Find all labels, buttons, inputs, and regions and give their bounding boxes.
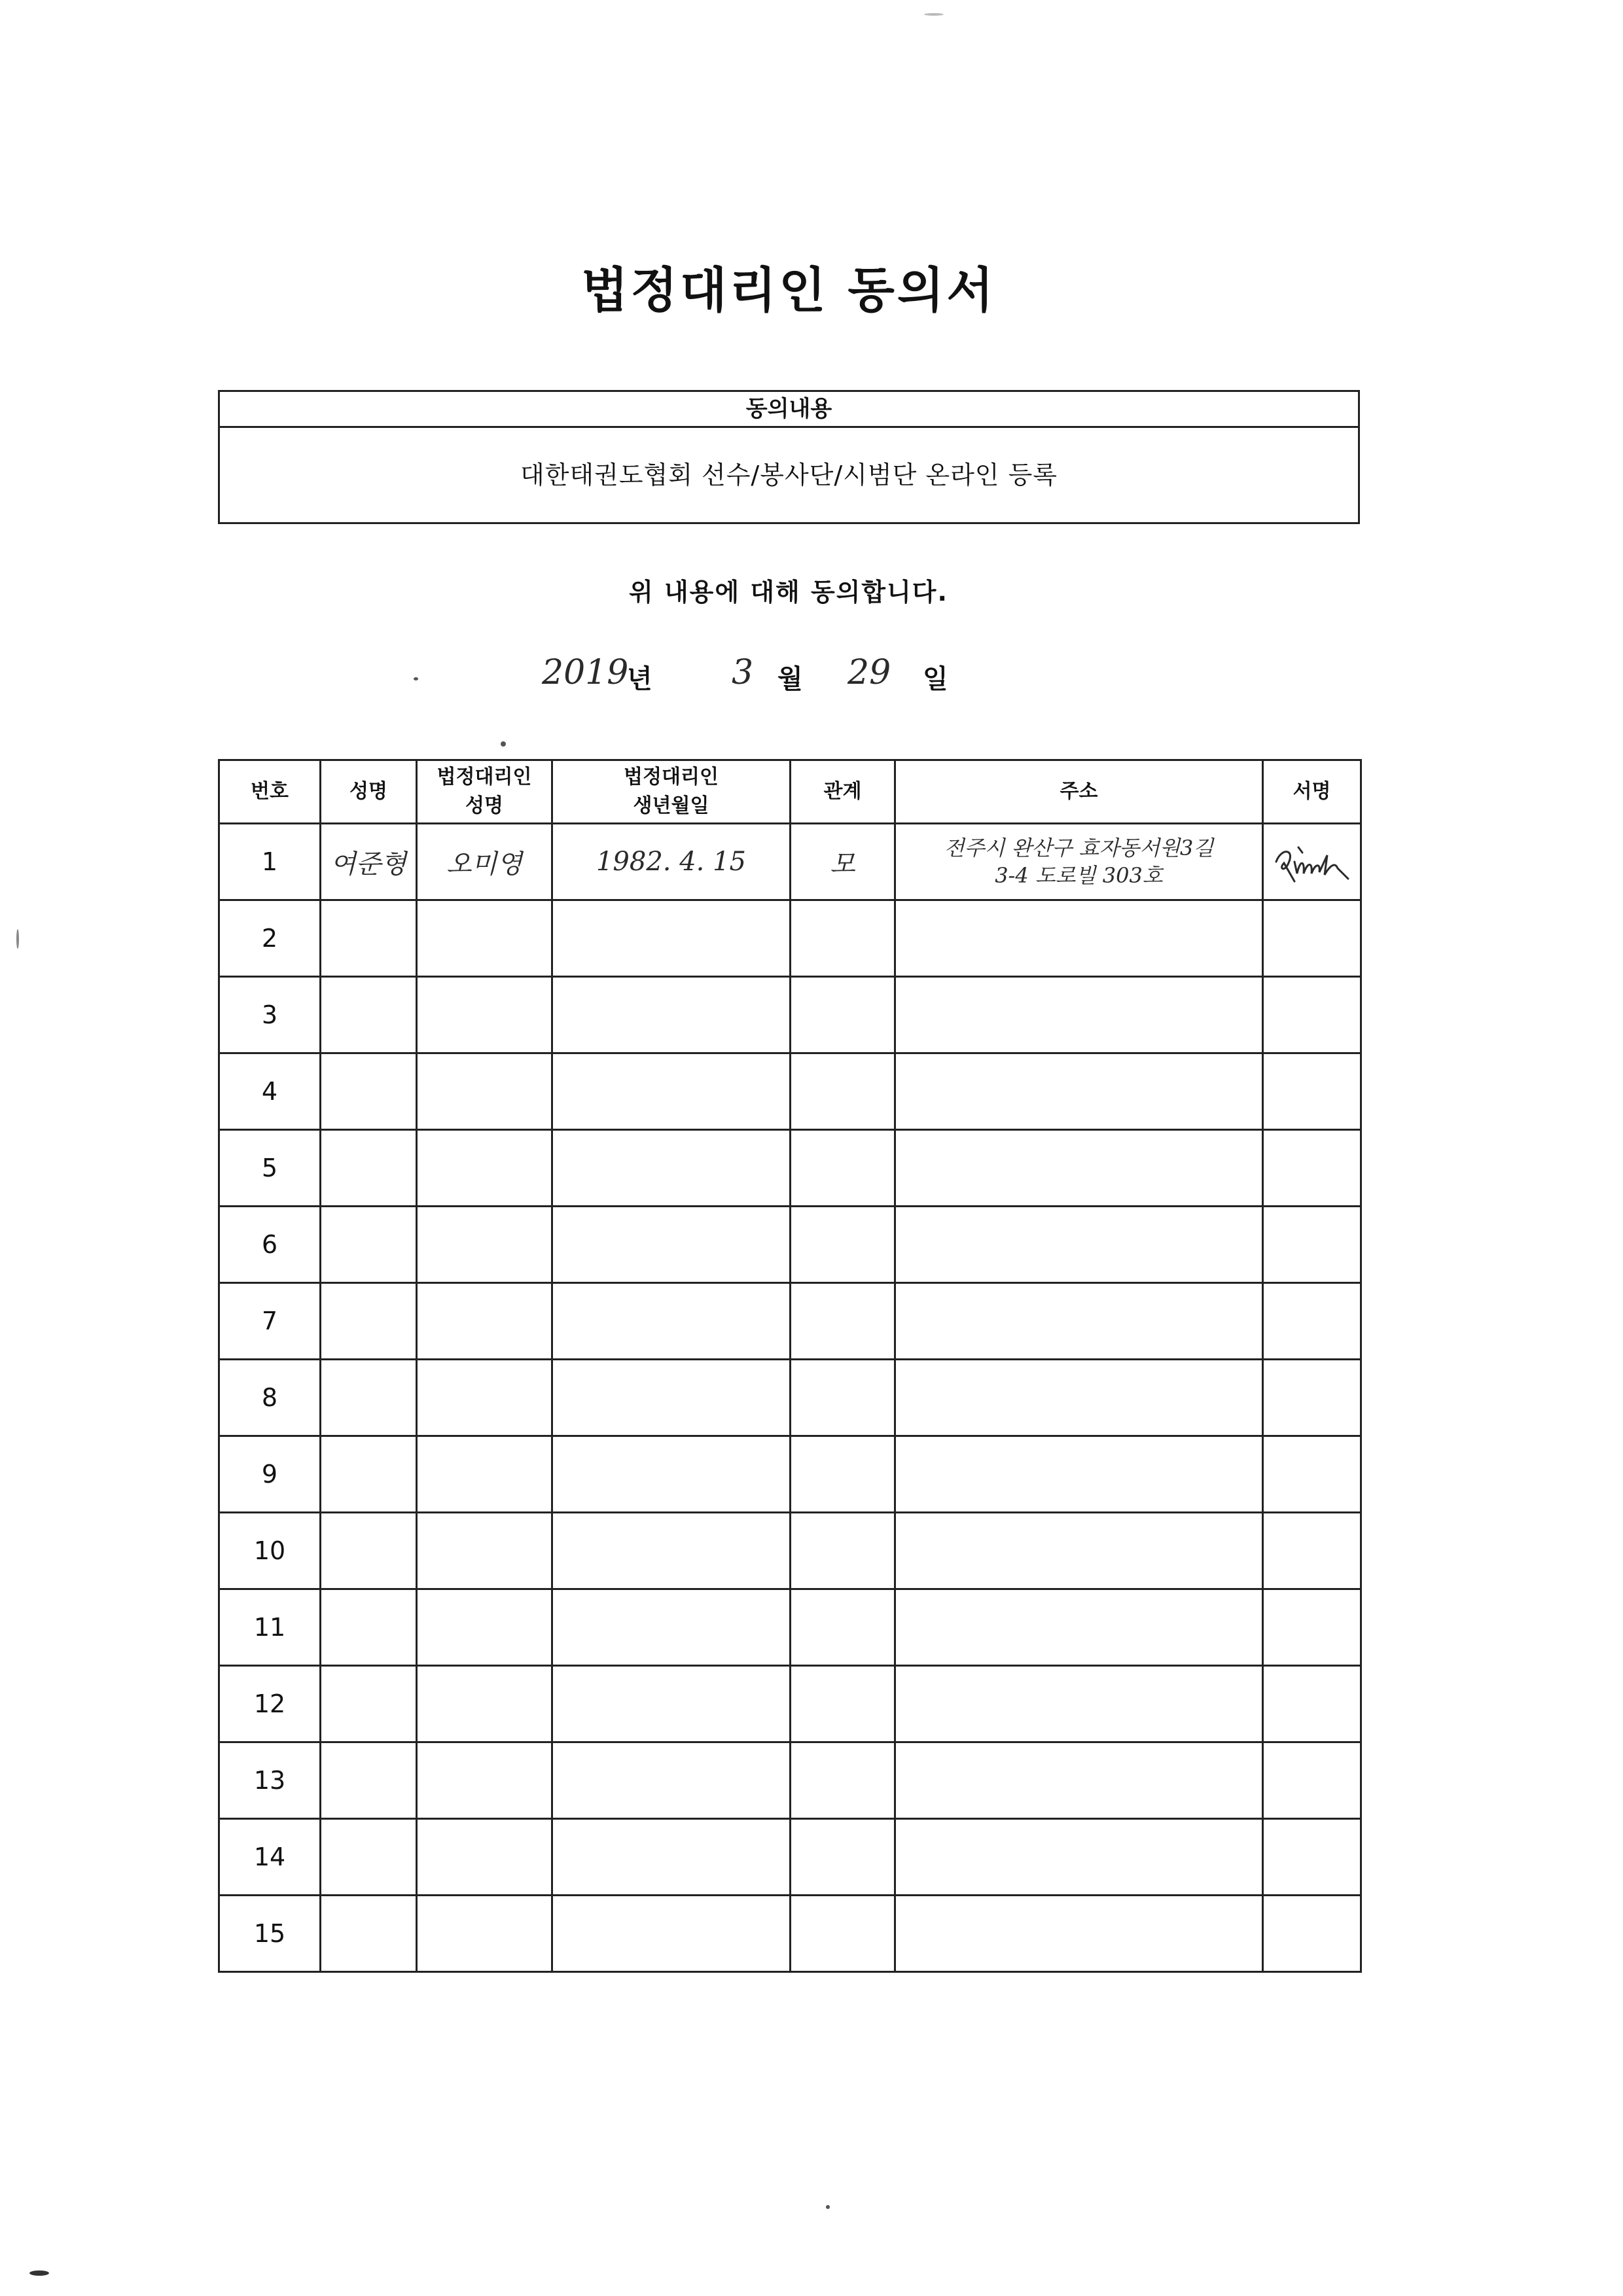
header-guardian-birth [552, 760, 791, 824]
row-relation-value: 모 [830, 849, 855, 879]
row-name [321, 1742, 417, 1819]
row-address [895, 977, 1263, 1053]
table-header-row [219, 760, 1361, 824]
row-guardian-birth [552, 1666, 791, 1742]
table-row [219, 1819, 1361, 1896]
row-guardian-name [417, 1207, 552, 1283]
row-guardian-name [417, 1819, 552, 1896]
row-relation [791, 1513, 895, 1589]
row-guardian-birth [552, 1130, 791, 1207]
header-signature: 서명 [1263, 760, 1361, 824]
header-relation: 관계 [791, 760, 895, 824]
header-address: 주소 [895, 760, 1263, 824]
row-relation [791, 1819, 895, 1896]
row-name [321, 824, 417, 900]
row-guardian-birth [552, 1283, 791, 1360]
row-number: 10 [219, 1513, 321, 1589]
row-guardian-birth [552, 1207, 791, 1283]
row-guardian-name [417, 1896, 552, 1972]
scan-mark [16, 929, 19, 949]
row-guardian-birth [552, 1742, 791, 1819]
row-guardian-name [417, 1666, 552, 1742]
document-title: 법정대리인 동의서 [581, 262, 996, 319]
row-address [895, 1360, 1263, 1436]
header-guardian-name-line1: 법정대리인 [437, 766, 532, 788]
row-relation [791, 1666, 895, 1742]
row-guardian-birth [552, 977, 791, 1053]
header-guardian-birth-line2: 생년월일 [633, 794, 709, 817]
row-relation [791, 1053, 895, 1130]
row-relation [791, 1742, 895, 1819]
date-row [0, 648, 1623, 707]
row-guardian-name [417, 1360, 552, 1436]
row-number: 4 [219, 1053, 321, 1130]
table-row [219, 1436, 1361, 1513]
row-signature [1263, 1513, 1361, 1589]
date-day-unit: 일 [923, 664, 948, 694]
date-year: 2019 [542, 653, 629, 692]
agreement-statement: 위 내용에 대해 동의합니다. [629, 578, 948, 607]
row-name [321, 1819, 417, 1896]
row-name [321, 900, 417, 977]
table-row [219, 977, 1361, 1053]
row-number: 13 [219, 1742, 321, 1819]
table-row [219, 1742, 1361, 1819]
table-row [219, 1666, 1361, 1742]
header-guardian-name-line2: 성명 [465, 794, 503, 817]
table-row [219, 1513, 1361, 1589]
handwritten-signature-icon [1270, 836, 1355, 888]
row-guardian-name [417, 1742, 552, 1819]
row-name [321, 1436, 417, 1513]
table-row [219, 1207, 1361, 1283]
date-year-unit: 년 [627, 664, 652, 694]
row-relation [791, 1896, 895, 1972]
row-relation [791, 900, 895, 977]
row-guardian-birth [552, 1589, 791, 1666]
row-name [321, 1130, 417, 1207]
row-address [895, 1130, 1263, 1207]
scan-mark [924, 13, 944, 16]
row-address [895, 1742, 1263, 1819]
row-number: 6 [219, 1207, 321, 1283]
row-guardian-birth [552, 900, 791, 977]
table-row [219, 1896, 1361, 1972]
header-name: 성명 [321, 760, 417, 824]
consent-box [218, 390, 1360, 524]
row-guardian-birth [552, 1819, 791, 1896]
row-number: 5 [219, 1130, 321, 1207]
header-guardian-birth-line1: 법정대리인 [624, 766, 719, 788]
header-no: 번호 [219, 760, 321, 824]
row-guardian-name [417, 1283, 552, 1360]
row-number: 1 [219, 824, 321, 900]
row-signature [1263, 977, 1361, 1053]
row-address [895, 1283, 1263, 1360]
row-signature [1263, 1666, 1361, 1742]
scan-mark [501, 741, 506, 747]
row-guardian-name [417, 1513, 552, 1589]
row-guardian-name [417, 824, 552, 900]
row-number: 11 [219, 1589, 321, 1666]
row-number: 3 [219, 977, 321, 1053]
row-signature [1263, 1207, 1361, 1283]
table-row [219, 1283, 1361, 1360]
row-address [895, 900, 1263, 977]
row-guardian-birth [552, 1436, 791, 1513]
row-signature [1263, 1053, 1361, 1130]
consent-content: 대한태권도협회 선수/봉사단/시범단 온라인 등록 [520, 461, 1058, 489]
consent-header: 동의내용 [220, 392, 1358, 428]
row-address [895, 1666, 1263, 1742]
row-guardian-birth-value: 1982. 4. 15 [596, 847, 746, 877]
row-relation [791, 1283, 895, 1360]
row-address [895, 1436, 1263, 1513]
row-number: 9 [219, 1436, 321, 1513]
row-signature [1263, 1283, 1361, 1360]
row-signature [1263, 1589, 1361, 1666]
row-signature [1263, 1819, 1361, 1896]
row-name [321, 1513, 417, 1589]
date-day: 29 [847, 653, 891, 692]
row-signature [1263, 1130, 1361, 1207]
row-relation [791, 977, 895, 1053]
row-name [321, 1589, 417, 1666]
registration-table [218, 759, 1362, 1973]
row-guardian-birth [552, 1513, 791, 1589]
date-month-unit: 월 [777, 664, 803, 694]
row-guardian-name-value: 오미영 [446, 849, 522, 879]
row-signature [1263, 900, 1361, 977]
row-relation [791, 1207, 895, 1283]
row-guardian-birth [552, 1896, 791, 1972]
row-address [895, 1207, 1263, 1283]
row-name-value: 여준형 [330, 849, 406, 879]
table-row [219, 1360, 1361, 1436]
scan-mark [414, 677, 418, 680]
row-guardian-name [417, 1589, 552, 1666]
row-address [895, 1896, 1263, 1972]
row-signature [1263, 824, 1361, 900]
scan-mark [29, 2270, 49, 2276]
row-guardian-name [417, 1053, 552, 1130]
row-name [321, 1053, 417, 1130]
row-address-line2: 3-4 도로빌 303호 [995, 863, 1163, 888]
table-row [219, 1130, 1361, 1207]
header-guardian-name [417, 760, 552, 824]
row-number: 15 [219, 1896, 321, 1972]
table-row [219, 900, 1361, 977]
row-number: 7 [219, 1283, 321, 1360]
row-name [321, 1360, 417, 1436]
table-row [219, 824, 1361, 900]
scan-mark [826, 2205, 830, 2209]
row-guardian-name [417, 900, 552, 977]
row-number: 12 [219, 1666, 321, 1742]
row-signature [1263, 1436, 1361, 1513]
row-guardian-name [417, 1130, 552, 1207]
row-address [895, 1819, 1263, 1896]
row-number: 8 [219, 1360, 321, 1436]
row-signature [1263, 1896, 1361, 1972]
row-name [321, 1283, 417, 1360]
row-guardian-birth [552, 1053, 791, 1130]
row-name [321, 1896, 417, 1972]
row-number: 2 [219, 900, 321, 977]
row-name [321, 1207, 417, 1283]
row-number: 14 [219, 1819, 321, 1896]
date-month: 3 [732, 653, 754, 692]
row-address [895, 824, 1263, 900]
row-name [321, 1666, 417, 1742]
row-relation [791, 1360, 895, 1436]
row-guardian-birth [552, 824, 791, 900]
table-row [219, 1053, 1361, 1130]
row-signature [1263, 1742, 1361, 1819]
row-relation [791, 1130, 895, 1207]
row-signature [1263, 1360, 1361, 1436]
row-relation [791, 1436, 895, 1513]
row-address [895, 1053, 1263, 1130]
row-guardian-name [417, 977, 552, 1053]
row-name [321, 977, 417, 1053]
row-address [895, 1589, 1263, 1666]
row-relation [791, 824, 895, 900]
row-guardian-name [417, 1436, 552, 1513]
row-relation [791, 1589, 895, 1666]
table-row [219, 1589, 1361, 1666]
row-guardian-birth [552, 1360, 791, 1436]
row-address [895, 1513, 1263, 1589]
row-address-line1: 전주시 완산구 효자동서원3길 [944, 836, 1214, 860]
